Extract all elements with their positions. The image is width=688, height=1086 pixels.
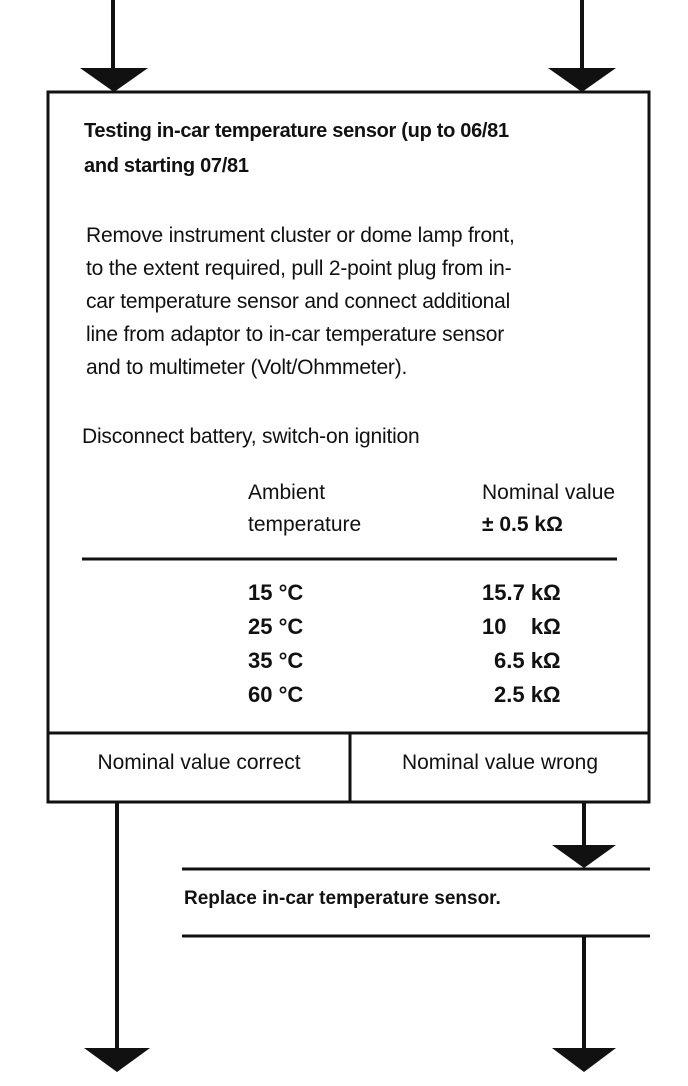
top-right-arrowhead bbox=[548, 68, 616, 92]
disconnect-note: Disconnect battery, switch-on ignition bbox=[82, 425, 420, 448]
box-title-line2: and starting 07/81 bbox=[84, 155, 249, 177]
branch-wrong-label: Nominal value wrong bbox=[401, 751, 599, 774]
box-title-line1: Testing in-car temperature sensor (up to 06/81 bbox=[84, 120, 509, 142]
instruction-line: to the extent required, pull 2-point plug from in- bbox=[86, 257, 512, 280]
col-header-ambient: Ambient bbox=[248, 481, 326, 504]
instruction-line: line from adaptor to in-car temperature sensor bbox=[86, 323, 504, 346]
bottom-right-arrowhead bbox=[552, 1048, 616, 1072]
table-cell-temp: 15 °C bbox=[248, 580, 304, 605]
table-cell-value: 15.7 kΩ bbox=[482, 580, 561, 605]
table-cell-temp: 60 °C bbox=[248, 682, 304, 707]
table-cell-value: 10 kΩ bbox=[482, 614, 561, 639]
branch-correct-label: Nominal value correct bbox=[97, 751, 301, 774]
instruction-line: Remove instrument cluster or dome lamp front, bbox=[86, 224, 515, 247]
instruction-line: and to multimeter (Volt/Ohmmeter). bbox=[86, 356, 408, 379]
col-header-nominal: Nominal value bbox=[482, 481, 616, 504]
bottom-left-arrowhead bbox=[84, 1048, 150, 1072]
top-left-arrowhead bbox=[80, 68, 148, 92]
action-replace-sensor: Replace in-car temperature sensor. bbox=[184, 888, 501, 909]
table-cell-temp: 25 °C bbox=[248, 614, 304, 639]
table-cell-temp: 35 °C bbox=[248, 648, 304, 673]
action-box-arrowhead bbox=[552, 845, 616, 868]
table-cell-value: 6.5 kΩ bbox=[494, 648, 561, 673]
col-header-temperature: temperature bbox=[248, 513, 362, 536]
instruction-line: car temperature sensor and connect additional bbox=[86, 290, 511, 313]
col-header-tolerance: ± 0.5 kΩ bbox=[482, 513, 563, 536]
table-cell-value: 2.5 kΩ bbox=[494, 682, 561, 707]
